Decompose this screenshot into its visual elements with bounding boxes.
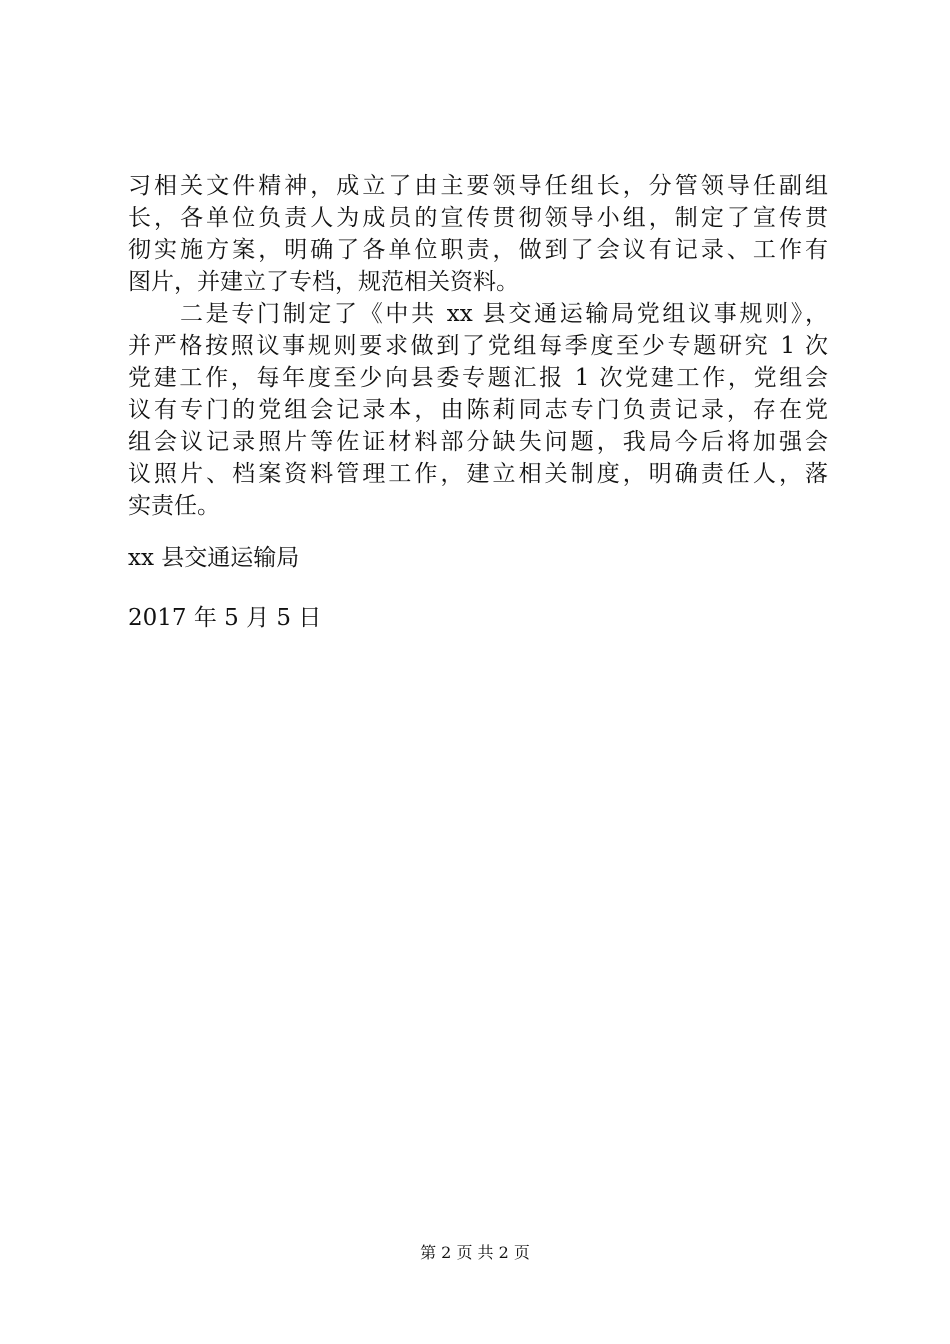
paragraph-line: 习相关文件精神，成立了由主要领导任组长，分管领导任副组 bbox=[128, 173, 828, 199]
page-footer: 第 2 页 共 2 页 bbox=[420, 1243, 530, 1262]
paragraph-line: 议有专门的党组会记录本，由陈莉同志专门负责记录，存在党 bbox=[128, 397, 828, 423]
paragraph-line: 实责任。 bbox=[128, 493, 220, 519]
paragraph-line: 党建工作，每年度至少向县委专题汇报 1 次党建工作，党组会 bbox=[128, 365, 828, 391]
signature-organization: xx 县交通运输局 bbox=[128, 545, 300, 571]
paragraph-line: 议照片、档案资料管理工作，建立相关制度，明确责任人，落 bbox=[128, 461, 828, 487]
paragraph-line: 二是专门制定了《中共 xx 县交通运输局党组议事规则》， bbox=[180, 301, 828, 327]
signature-date: 2017 年 5 月 5 日 bbox=[128, 605, 322, 631]
paragraph-line: 图片，并建立了专档，规范相关资料。 bbox=[128, 269, 519, 295]
paragraph-line: 并严格按照议事规则要求做到了党组每季度至少专题研究 1 次 bbox=[128, 333, 828, 359]
paragraph-line: 组会议记录照片等佐证材料部分缺失问题，我局今后将加强会 bbox=[128, 429, 828, 455]
paragraph-line: 彻实施方案，明确了各单位职责，做到了会议有记录、工作有 bbox=[128, 237, 828, 263]
paragraph-line: 长，各单位负责人为成员的宣传贯彻领导小组，制定了宣传贯 bbox=[128, 205, 828, 231]
